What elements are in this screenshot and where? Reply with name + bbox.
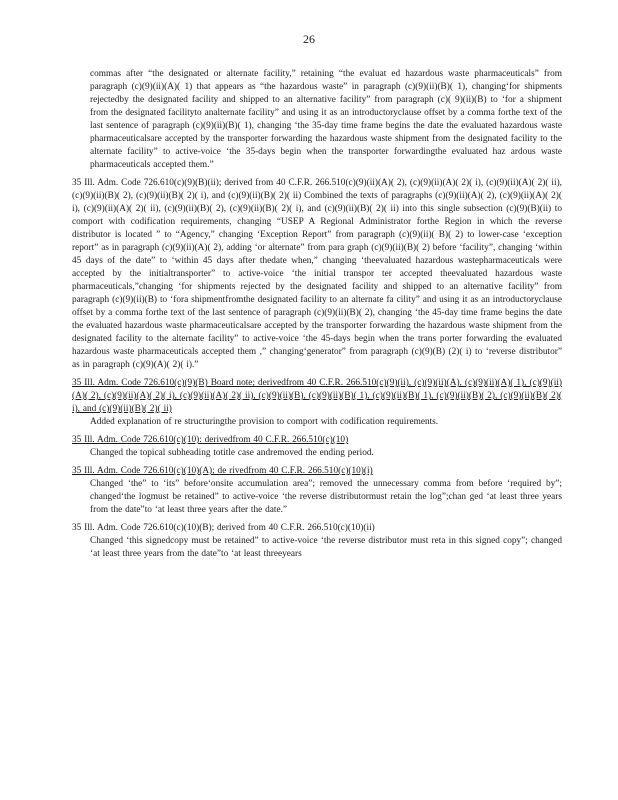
page-body (72, 68, 562, 566)
entry-body: Changed the topical subheading totitle case andremoved the ending period. (90, 448, 374, 458)
entry-heading: 35 Ill. Adm. Code 726.610(c)(10)(B); derived from 40 C.F.R. 266.510(c)(10)(ii) (72, 523, 375, 533)
entry-body: Changed ‘this signedcopy must be retained” to active-voice ‘the reverse distributor must reta in this signed copy”; changed ‘at least three years from the date”to ‘at least threeyears (90, 536, 562, 559)
code-paragraph-726-610-c-9-B-ii: 35 Ill. Adm. Code 726.610(c)(9)(B)(ii); derived from 40 C.F.R. 266.510(c)(9)(ii)(A)( 2), (c)(9)(ii)(A)( 2)( i), (c)(9)(ii)(A)( 2)( ii), (c)(9)(ii)(B)( 2), (c)(9)(ii)(B)( 2)( i), and (c)(9)(ii)(B)( 2)( ii) Combined the texts of paragraphs (c)(9)(ii)(A)( 2), (c)(9)(ii)(A)( 2)( i), (c)(9)(ii)(A)( 2)( ii), (c)(9)(ii)(B)( 2), (c)(9)(ii)(B)( 2)( i), and (c)(9)(ii)(B)( 2)( ii) into this single subsection (c)(9)(B)(ii) to comport with codification requirements, changing “USEP A Regional Administrator forthe Region in which the reverse distributor is located ” to “Agency,” changing ‘Exception Report” from paragraph (c)(9)(ii)( B)( 2) to lower-case ‘exception report” as in paragraph (c)(9)(ii)(A)( 2), adding ‘or alternate” from para graph (c)(9)(ii)(B)( 2) before ‘facility”, changing ‘within 45 days of the date” to ‘within 45 days after thedate when,” changing ‘theevaluated hazardous wastepharmaceuticals were accepted by the initialtransporter” to active-voice ‘the initial transpor ter accepted theevaluated hazardous waste pharmaceuticals,”changing ‘for shipments rejected by the designated facility and shipped to an alternative facility” from paragraph (c)(9)(ii)(B) to ‘fora shipmentfromthe designated facility to an alternate fa cility” and using it as an introductoryclause offset by a comma forthe text of the last sentence of paragraph (c)(9)(ii)(B)( 2), changing ‘the 45-day time frame begins the date the evaluated hazardous waste pharmaceuticalsare accepted by the transporter forwarding the hazardous waste shipment from the designated facility to the alternate facility” to active-voice ‘the 45-days begin when the trans porter forwarding the evaluated hazardous waste pharmaceuticals accepted them ,” changing‘generator” from paragraph (c)(9)(B) (2)( i) to ‘reverse distributor” as in paragraph (c)(9)(A)( 2)( i).” (72, 178, 562, 370)
entry-body: Changed ‘the” to ‘its” before‘onsite accumulation area”; removed the unnecessary comma from before ‘required by”; changed‘the logmust be retained” to active-voice ‘the reverse distributormust retain the log”;chan ged ‘at least three years from the date”to ‘at least three years after the date.” (90, 479, 562, 515)
entry-heading: 35 Ill. Adm. Code 726.610(c)(10)(A); de rivedfrom 40 C.F.R. 266.510(c)(10)(i) (72, 466, 373, 476)
entry-c-10-B (72, 522, 562, 561)
entry-body: Added explanation of re structuringthe provision to comport with codification requirements. (90, 417, 439, 427)
page-number: 26 (303, 32, 315, 46)
continuation-paragraph: commas after “the designated or alternate facility,” retaining “the evaluat ed hazardous waste pharmaceuticals” from paragraph (c)(9)(ii)(A)( 1) that appears as “the hazardous waste” in paragraph (c)(9)(ii)(B)( 1), changing‘for shipments rejectedby the designated facility and shipped to an alternative facility” from paragraph (c)( 9)(ii)(B) to ‘for a shipment from the designated facilityto analternate facility” and using it as an introductoryclause offset by a comma forthe text of the last sentence of paragraph (c)(9)(ii)(B)( 1), changing ‘the 35-day time frame begins the date the evaluated hazardous waste pharmaceuticalsare accepted by the transporter forwarding the hazardous waste shipment from the designated facility to the alternate facility” to active-voice ‘the 35-days begin when the transporter forwardingthe evaluated haz ardous waste pharmaceuticals accepted them.” (90, 69, 562, 170)
entry-heading: 35 Ill. Adm. Code 726.610(c)(10): derivedfrom 40 C.F.R. 266.510(c)(10) (72, 435, 349, 445)
entry-c-10 (72, 434, 562, 460)
entry-heading: 35 Ill. Adm. Code 726.610(c)(9)(B) Board note; derivedfrom 40 C.F.R. 266.510(c)(9)(ii), (c)(9)(ii)(A), (c)(9)(ii)(A)( 1), (c)(9)(ii)(A)( 2), (c)(9)(ii)(A)( 2)( i), (c)(9)(ii)(A)( 2)( ii), (c)(9)(ii)(B), (c)(9)(ii)(B)( 1), (c)(9)(ii)(B)( 1), (c)(9)(ii)(B)( 2), (c)(9)(ii)(B)( 2)( i), and (c)(9)(ii)(B)( 2)( ii) (72, 378, 562, 414)
entry-c-10-A (72, 465, 562, 517)
entry-board-note (72, 377, 562, 429)
